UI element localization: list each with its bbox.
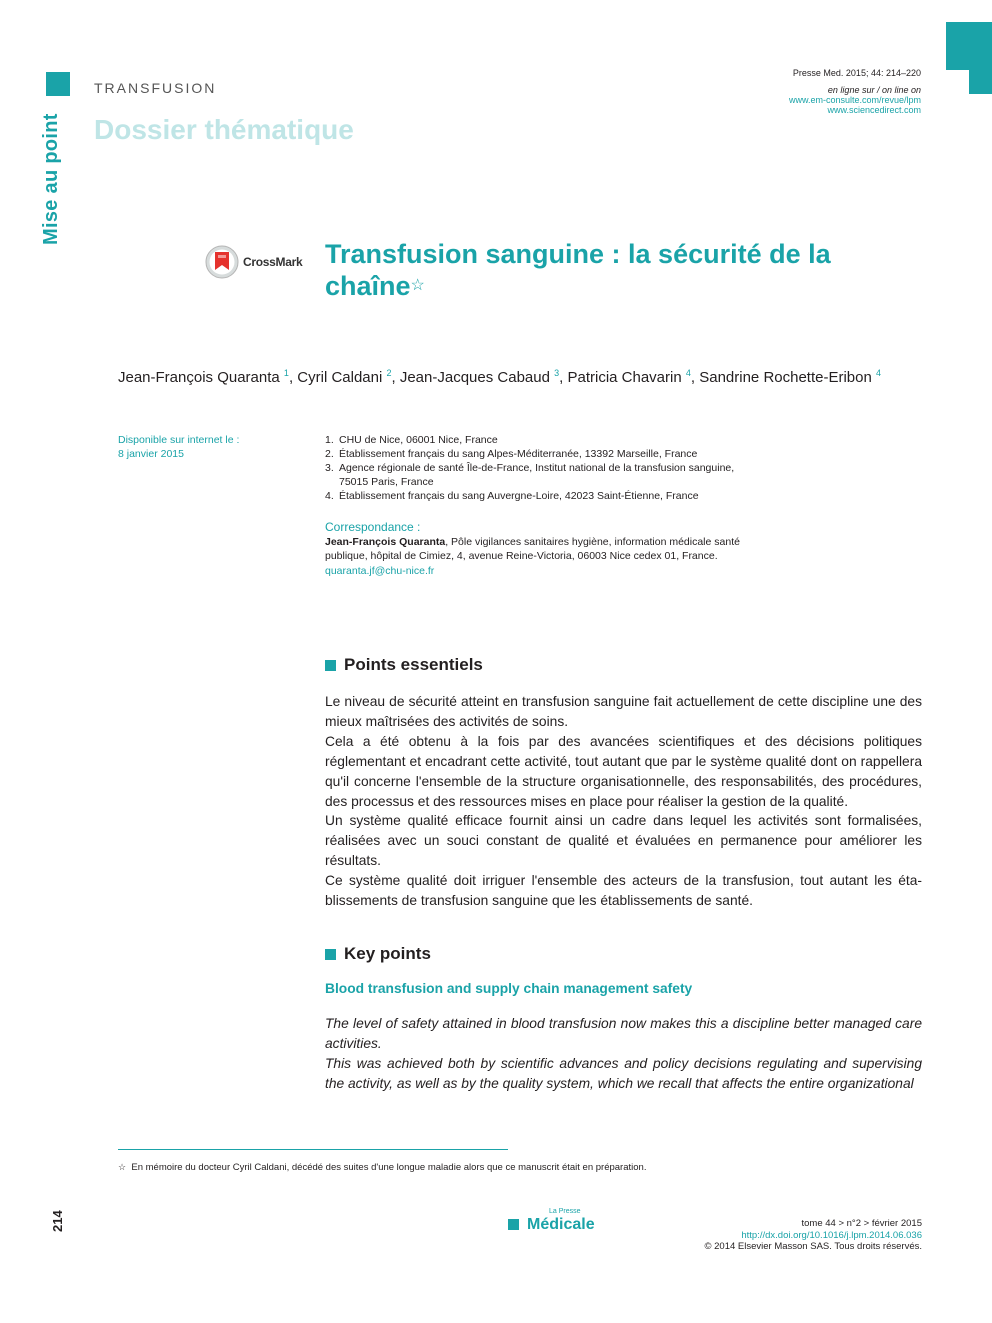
key-points-title: Key points bbox=[344, 944, 431, 963]
paragraph: Le niveau de sécurité atteint en transfusion sanguine fait actuellement de cette discipline une des mieux maîtrisées des activités de soins. bbox=[325, 694, 922, 729]
journal-logo bbox=[508, 1207, 595, 1233]
issue-details: tome 44 > n°2 > février 2015 bbox=[801, 1218, 922, 1229]
affiliation-number: 1. bbox=[325, 434, 334, 446]
correspondence-name: Jean-François Quaranta bbox=[325, 535, 446, 548]
affiliation-list bbox=[325, 433, 745, 503]
author-name: Patricia Chavarin bbox=[567, 369, 682, 386]
key-points-heading bbox=[325, 944, 431, 964]
journal-meta bbox=[789, 68, 921, 115]
top-right-accent-tab bbox=[969, 70, 992, 94]
author-affiliation-ref: 2 bbox=[386, 368, 392, 378]
logo-small-text: La Presse bbox=[549, 1208, 581, 1215]
author-affiliation-ref: 4 bbox=[685, 368, 691, 378]
correspondence-block bbox=[325, 520, 745, 578]
author-name: Sandrine Rochette-Eribon bbox=[699, 369, 872, 386]
crossmark-label: CrossMark bbox=[243, 255, 303, 269]
available-label: Disponible sur internet le : bbox=[118, 434, 240, 446]
correspondence-email-link[interactable]: quaranta.jf@chu-nice.fr bbox=[325, 564, 435, 577]
author-name: Jean-François Quaranta bbox=[118, 369, 280, 386]
dossier-title: Dossier thématique bbox=[94, 114, 354, 145]
available-date: 8 janvier 2015 bbox=[118, 448, 184, 460]
journal-url-sciencedirect[interactable]: www.sciencedirect.com bbox=[827, 105, 921, 115]
correspondence-address-text: , Pôle vigilances sanitaires hygiène, information médicale santé publique, hôpital de Cimiez, 4, avenue Reine-Victoria, 06003 Nice cedex 01, France. bbox=[325, 535, 740, 562]
footnote bbox=[118, 1162, 646, 1173]
paragraph: Ce système qualité doit irriguer l'ensemble des acteurs de la transfusion, tout autant les éta-blissements de transfusion sanguine que les établissements de santé. bbox=[325, 873, 922, 909]
affiliation-item bbox=[325, 489, 745, 503]
logo-big-text: Médicale bbox=[527, 1216, 595, 1233]
points-essentiels-heading bbox=[325, 655, 483, 675]
correspondence-heading: Correspondance : bbox=[325, 520, 421, 534]
footnote-text: En mémoire du docteur Cyril Caldani, décédé des suites d'une longue maladie alors que ce manuscrit était en préparation. bbox=[131, 1162, 647, 1173]
author-name: Jean-Jacques Cabaud bbox=[399, 369, 550, 386]
issue-info bbox=[704, 1218, 922, 1253]
article-title-text: Transfusion sanguine : la sécurité de la chaîne bbox=[325, 239, 831, 301]
logo-text bbox=[527, 1207, 595, 1233]
points-essentiels-title: Points essentiels bbox=[344, 655, 483, 674]
correspondence-address bbox=[325, 535, 745, 564]
online-label: en ligne sur / on line on bbox=[827, 85, 921, 95]
affiliation-text: CHU de Nice, 06001 Nice, France bbox=[339, 434, 498, 446]
author-affiliation-ref: 1 bbox=[283, 368, 289, 378]
footnote-divider bbox=[118, 1149, 508, 1150]
page-number: 214 bbox=[50, 1210, 65, 1232]
affiliation-number: 3. bbox=[325, 462, 334, 474]
top-right-accent-block bbox=[946, 22, 992, 70]
doi-link[interactable]: http://dx.doi.org/10.1016/j.lpm.2014.06.036 bbox=[741, 1229, 922, 1241]
affiliation-number: 4. bbox=[325, 490, 334, 502]
paragraph: The level of safety attained in blood transfusion now makes this a discipline better managed care activities. bbox=[325, 1016, 922, 1051]
crossmark-badge[interactable] bbox=[205, 245, 302, 279]
affiliation-text: Agence régionale de santé Île-de-France, Institut national de la transfusion sanguine, 75015 Paris, France bbox=[339, 462, 735, 488]
copyright: © 2014 Elsevier Masson SAS. Tous droits réservés. bbox=[704, 1241, 922, 1252]
section-label: TRANSFUSION bbox=[94, 80, 217, 96]
affiliation-item bbox=[325, 433, 745, 447]
affiliation-text: Établissement français du sang Auvergne-Loire, 42023 Saint-Étienne, France bbox=[339, 490, 699, 502]
availability-info bbox=[118, 433, 239, 461]
side-label: Mise au point bbox=[40, 113, 62, 245]
journal-url-emconsulte[interactable]: www.em-consulte.com/revue/lpm bbox=[788, 95, 921, 105]
key-points-subtitle: Blood transfusion and supply chain management safety bbox=[325, 981, 693, 996]
top-left-accent-square bbox=[46, 72, 70, 96]
affiliation-item bbox=[325, 461, 745, 489]
key-points-body bbox=[325, 1014, 922, 1094]
paragraph: This was achieved both by scientific advances and policy decisions regulating and supervising the activity, as well as by the quality system, which we recall that affects the entire organizational bbox=[325, 1055, 922, 1091]
article-title bbox=[325, 238, 885, 302]
author-list: Jean-François Quaranta $^1$, Cyril Caldani $^2$, Jean-Jacques Cabaud $^3$, Patricia Chavarin $^4$, Sandrine Rochette-Eribon $^4$ bbox=[118, 368, 882, 386]
footnote-mark: ☆ bbox=[118, 1162, 127, 1172]
paragraph: Un système qualité efficace fournit ainsi un cadre dans lequel les activités sont formalisées, réalisées avec un souci constant de qualité et évaluées en permanence pour améliorer les résultats. bbox=[325, 813, 922, 869]
author-affiliation-ref: 4 bbox=[876, 368, 882, 378]
points-essentiels-body bbox=[325, 692, 922, 911]
logo-square bbox=[508, 1219, 519, 1230]
paragraph: Cela a été obtenu à la fois par des avancées scientifiques et des décisions politiques réglementant et encadrant cette activité, tout autant que par le système qualité dont on rappellera qu'il concerne l'ensemble de la structure organisationnelle, des responsabilités, des procédures, des processus et des ressources mises en place pour réaliser la gestion de la qualité. bbox=[325, 733, 922, 809]
affiliation-item bbox=[325, 447, 745, 461]
section-bullet-square bbox=[325, 949, 336, 960]
affiliation-number: 2. bbox=[325, 448, 334, 460]
author-name: Cyril Caldani bbox=[297, 369, 383, 386]
journal-citation: Presse Med. 2015; 44: 214–220 bbox=[792, 68, 921, 78]
author-affiliation-ref: 3 bbox=[554, 368, 560, 378]
title-footnote-mark[interactable]: ☆ bbox=[410, 277, 425, 294]
crossmark-icon bbox=[205, 245, 239, 279]
section-bullet-square bbox=[325, 660, 336, 671]
affiliation-text: Établissement français du sang Alpes-Méditerranée, 13392 Marseille, France bbox=[339, 448, 698, 460]
